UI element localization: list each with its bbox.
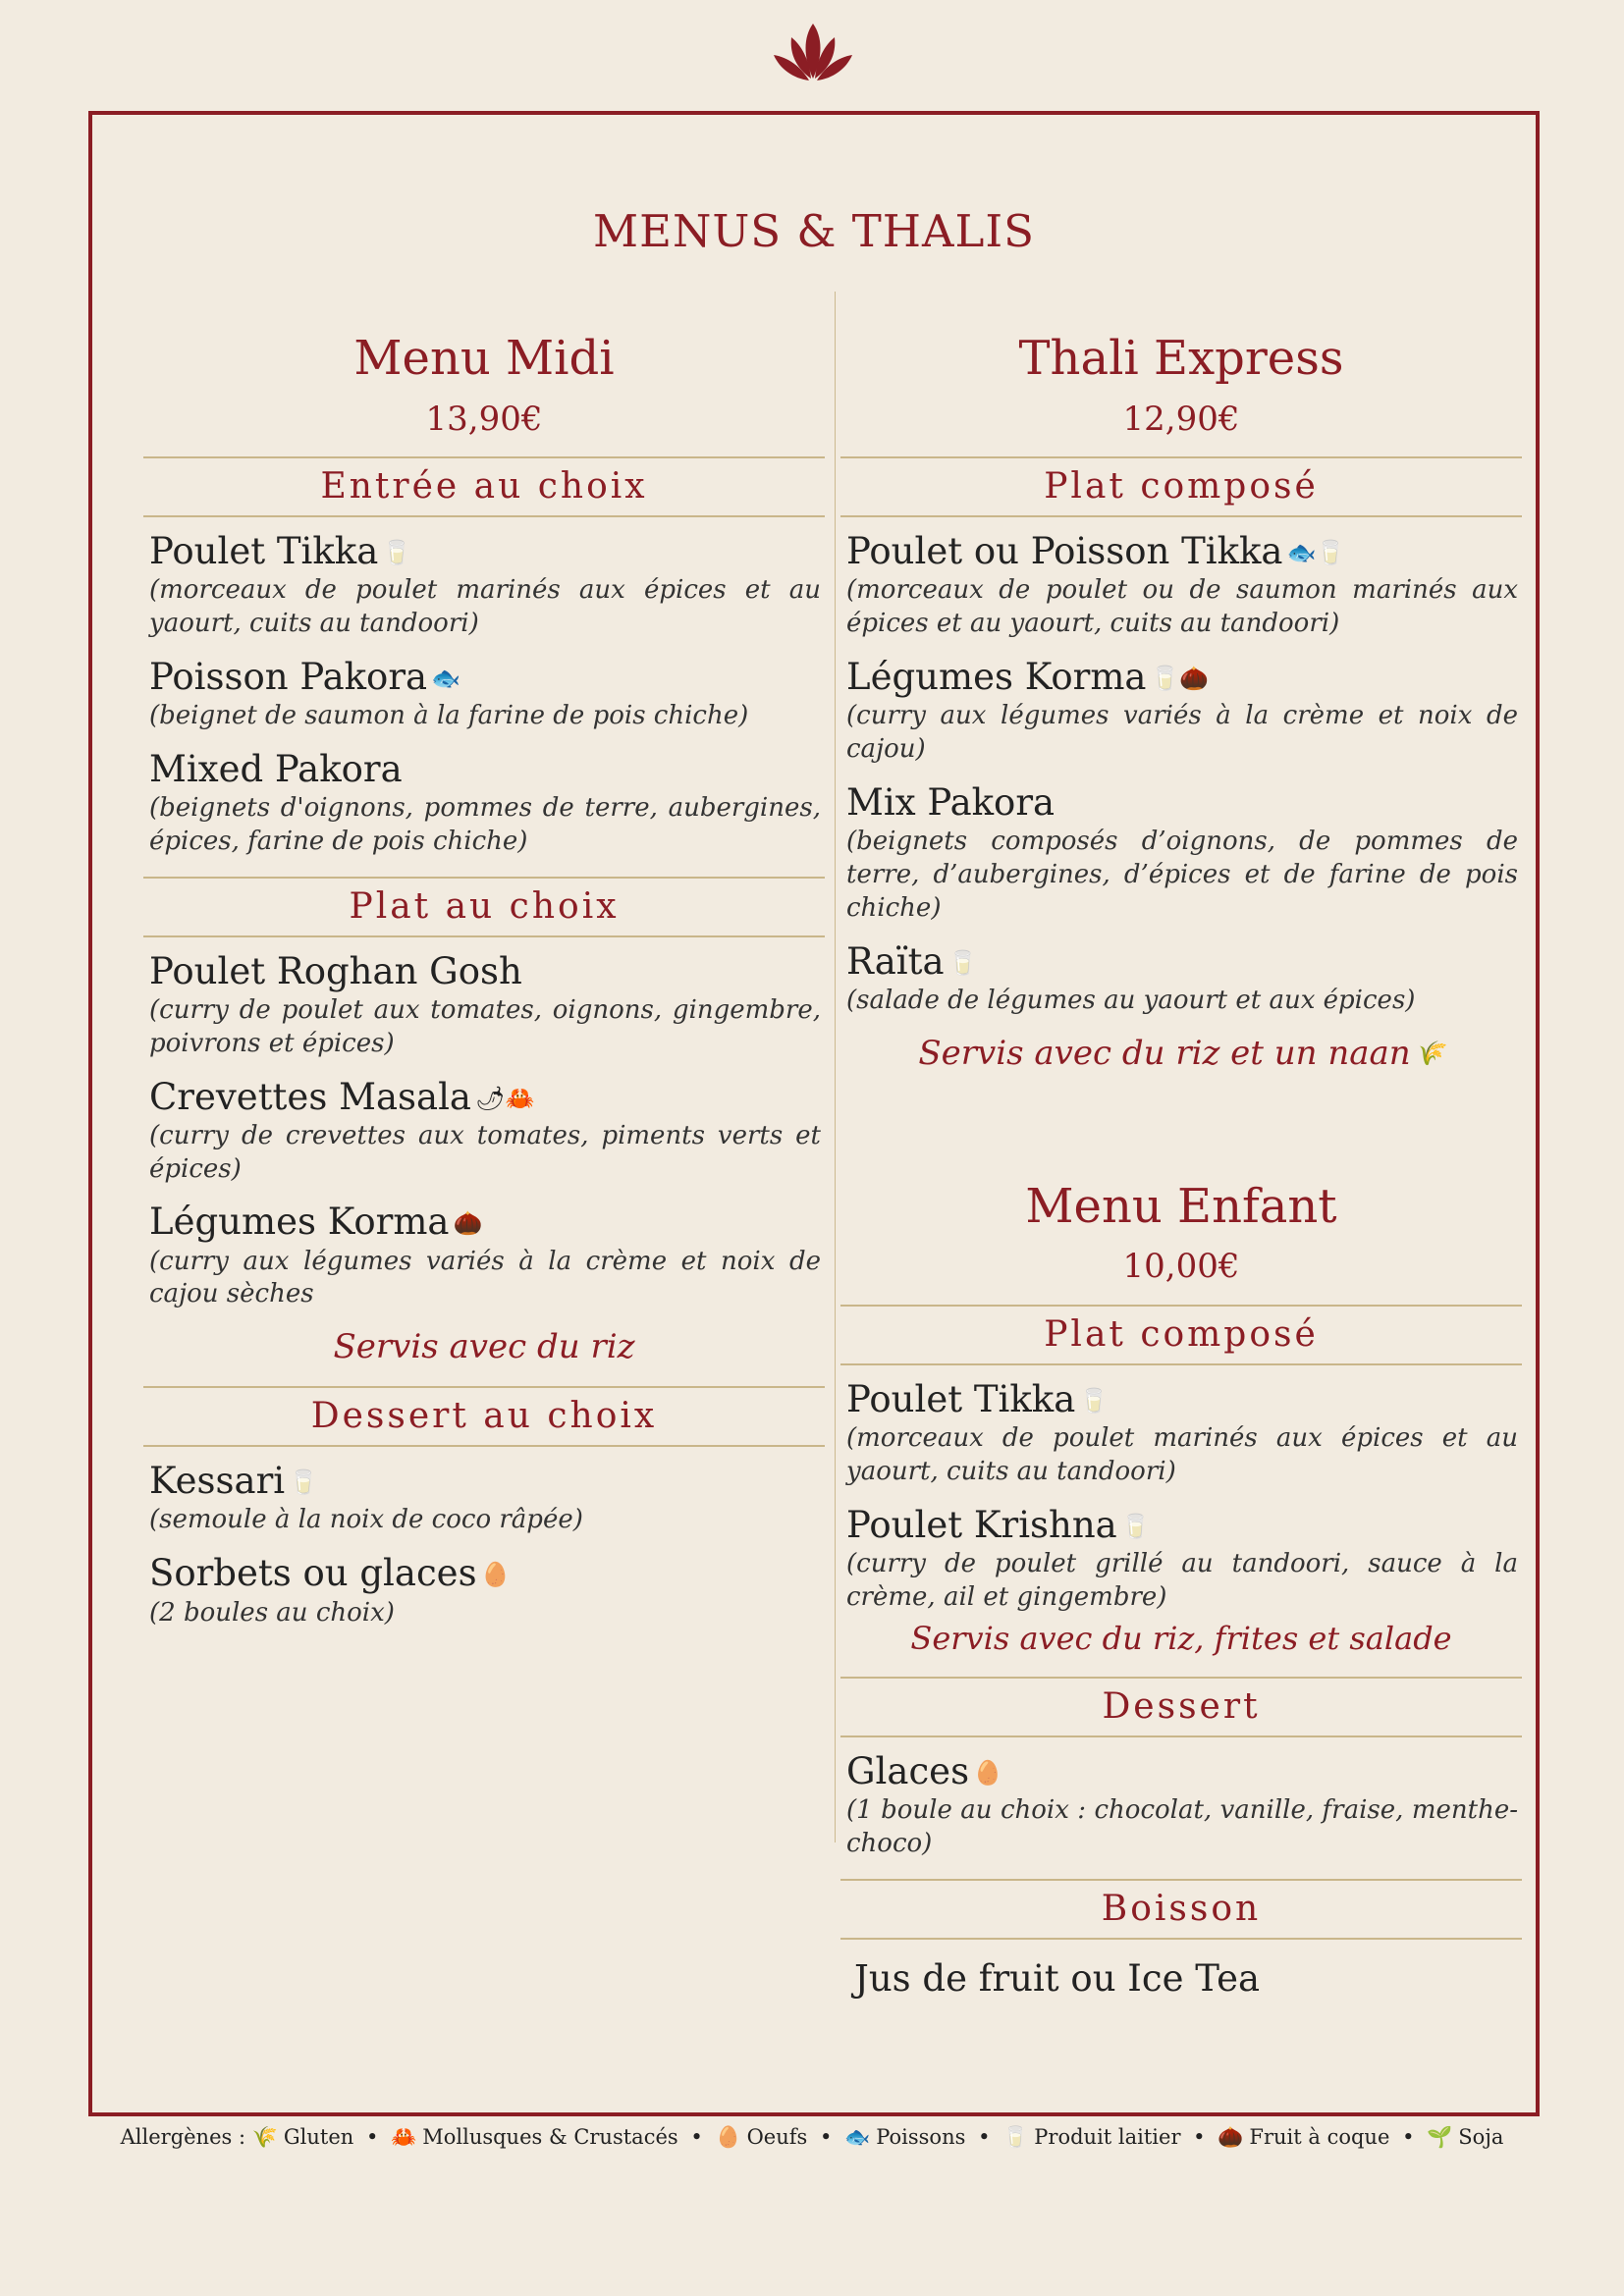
- dish-name: Mixed Pakora: [149, 748, 403, 791]
- section-plat-compose-enfant: Plat composé: [840, 1305, 1522, 1365]
- dish-description: (curry aux légumes variés à la crème et noix de cajou): [846, 701, 1518, 765]
- drink-item: Jus de fruit ou Ice Tea: [854, 1956, 1261, 2000]
- served-note: Servis avec du riz, frites et salade: [910, 1619, 1452, 1657]
- column-divider: [835, 292, 836, 1842]
- allergen-icon: 🌶🦀: [474, 1084, 535, 1112]
- dish-item: [149, 747, 821, 859]
- menu-midi-column: [143, 331, 825, 1643]
- page-title: MENUS & THALIS: [593, 205, 1035, 257]
- dish-item: [149, 1551, 821, 1629]
- lotus-icon: [768, 20, 858, 86]
- milk-icon: 🥛: [1002, 2125, 1029, 2149]
- dish-description: (beignets d'oignons, pommes de terre, aubergines, épices, farine de pois chiche): [149, 793, 821, 857]
- dish-item: [149, 1459, 821, 1537]
- dish-description: (curry de poulet aux tomates, oignons, gingembre, poivrons et épices): [149, 994, 821, 1058]
- dish-name: Poulet Roghan Gosh: [149, 949, 522, 992]
- legend-item: Oeufs: [746, 2125, 808, 2149]
- section-entree: Entrée au choix: [143, 456, 825, 517]
- crab-icon: 🦀: [391, 2125, 417, 2149]
- menu-frame: [88, 111, 1540, 2116]
- dish-item: [149, 529, 821, 641]
- fish-icon: 🐟: [844, 2125, 871, 2149]
- section-boisson: Boisson: [840, 1879, 1522, 1940]
- dish-name: Poulet Tikka: [846, 1377, 1076, 1420]
- allergen-icon: 🐟🥛: [1286, 539, 1346, 567]
- legend-item: Soja: [1458, 2125, 1504, 2149]
- section-dessert-enfant: Dessert: [840, 1677, 1522, 1737]
- allergen-icon: 🥛: [289, 1468, 318, 1497]
- soy-icon: 🌱: [1427, 2125, 1453, 2149]
- allergen-icon: 🥛: [1079, 1386, 1110, 1415]
- legend-item: Poissons: [876, 2125, 966, 2149]
- allergen-icon: 🥛: [382, 539, 412, 567]
- egg-icon: 🥚: [715, 2125, 741, 2149]
- allergen-legend: Allergènes : 🌾 Gluten • 🦀 Mollusques & Crustacés • 🥚 Oeufs • 🐟 Poissons • 🥛 Produit laitier • 🌰 Fruit à coque • 🌱 Soja: [120, 2125, 1504, 2149]
- gluten-icon: 🌾: [1414, 1039, 1444, 1067]
- thali-express-price: 12,90€: [1122, 399, 1240, 439]
- legend-item: Produit laitier: [1034, 2125, 1181, 2149]
- allergen-icon: 🥛🌰: [1150, 665, 1210, 693]
- dish-item: [846, 1377, 1518, 1489]
- menu-enfant-price: 10,00€: [1122, 1247, 1240, 1287]
- gluten-icon: 🌾: [251, 2125, 278, 2149]
- legend-item: Mollusques & Crustacés: [422, 2125, 678, 2149]
- legend-item: Fruit à coque: [1249, 2125, 1390, 2149]
- section-dessert: Dessert au choix: [143, 1386, 825, 1447]
- dish-item: [846, 1749, 1518, 1861]
- legend-item: Gluten: [283, 2125, 354, 2149]
- dish-description: (beignet de saumon à la farine de pois chiche): [149, 701, 749, 731]
- dish-item: [149, 655, 821, 733]
- dish-item: [846, 780, 1518, 926]
- section-plat-compose: Plat composé: [840, 456, 1522, 517]
- allergen-icon: 🥚: [973, 1759, 1002, 1788]
- dish-description: (morceaux de poulet marinés aux épices et au yaourt, cuits au tandoori): [846, 1423, 1518, 1486]
- dish-name: Kessari: [149, 1460, 286, 1503]
- dish-item: [149, 1075, 821, 1187]
- dish-description: (beignets composés d’oignons, de pommes de terre, d’aubergines, d’épices et de farine de pois chiche): [846, 827, 1518, 923]
- dish-name: Légumes Korma: [149, 1201, 450, 1244]
- served-note: Servis avec du riz: [333, 1327, 635, 1367]
- dish-description: (1 boule au choix : chocolat, vanille, fraise, menthe-choco): [846, 1795, 1518, 1859]
- dish-name: Poisson Pakora: [149, 656, 428, 699]
- legend-label: Allergènes :: [120, 2125, 246, 2149]
- section-plat: Plat au choix: [143, 877, 825, 937]
- dish-item: [846, 529, 1518, 641]
- dish-name: Poulet Krishna: [846, 1503, 1117, 1546]
- dish-description: (curry de crevettes aux tomates, piments verts et épices): [149, 1120, 821, 1184]
- allergen-icon: 🥛: [947, 948, 978, 977]
- dish-item: [846, 939, 1518, 1018]
- menu-midi-title: Menu Midi: [353, 331, 615, 386]
- dish-description: (morceaux de poulet marinés aux épices et au yaourt, cuits au tandoori): [149, 575, 821, 639]
- dish-description: (curry aux légumes variés à la crème et noix de cajou sèches: [149, 1246, 821, 1309]
- dish-item: [846, 655, 1518, 767]
- thali-express-title: Thali Express: [1018, 331, 1344, 386]
- dish-name: Poulet ou Poisson Tikka: [846, 530, 1283, 573]
- served-note: [840, 1032, 1522, 1075]
- dish-item: [149, 1200, 821, 1311]
- dish-description: (curry de poulet grillé au tandoori, sauce à la crème, ail et gingembre): [846, 1549, 1518, 1612]
- dish-name: Légumes Korma: [846, 656, 1147, 699]
- menu-midi-price: 13,90€: [425, 399, 543, 439]
- menu-enfant-title: Menu Enfant: [1025, 1178, 1337, 1234]
- thali-column: [840, 331, 1522, 2000]
- dish-description: (salade de légumes au yaourt et aux épices): [846, 985, 1416, 1015]
- dish-description: (2 boules au choix): [149, 1597, 395, 1628]
- dish-description: (morceaux de poulet ou de saumon marinés aux épices et au yaourt, cuits au tandoori): [846, 575, 1518, 639]
- dish-name: Crevettes Masala: [149, 1075, 471, 1118]
- dish-name: Sorbets ou glaces: [149, 1552, 477, 1595]
- nut-icon: 🌰: [1218, 2125, 1244, 2149]
- allergen-icon: 🥛: [1120, 1512, 1151, 1540]
- dish-name: Raïta: [846, 939, 945, 983]
- served-text: Servis avec du riz et un naan: [918, 1033, 1411, 1073]
- allergen-icon: 🥚: [480, 1561, 511, 1589]
- dish-name: Poulet Tikka: [149, 530, 379, 573]
- dish-item: [149, 949, 821, 1061]
- dish-name: Mix Pakora: [846, 780, 1056, 824]
- dish-item: [846, 1503, 1518, 1615]
- allergen-icon: 🌰: [453, 1209, 483, 1238]
- dish-description: (semoule à la noix de coco râpée): [149, 1505, 583, 1535]
- allergen-icon: 🐟: [431, 665, 460, 693]
- dish-name: Glaces: [846, 1750, 970, 1793]
